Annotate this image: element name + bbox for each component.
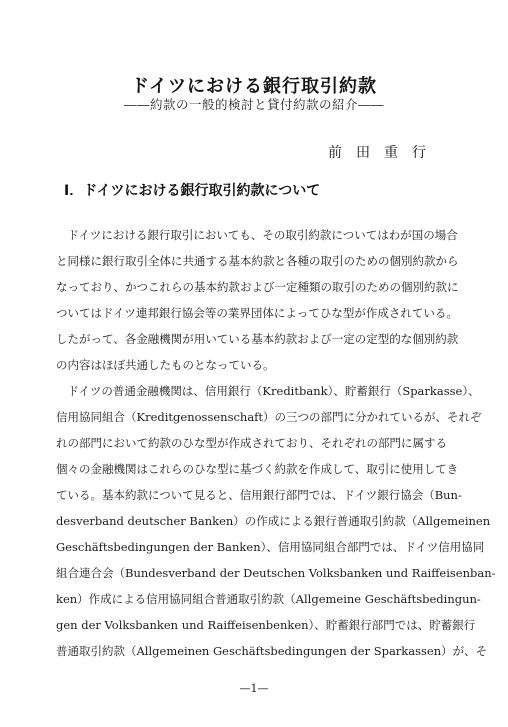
body-line: れの部門において約款のひな型が作成されており、それぞれの部門に属する	[56, 436, 447, 450]
body-line: なっており、かつこれらの基本約款および一定種類の取引のための個別約款に	[56, 280, 459, 294]
body-line: Geschäftsbedingungen der Banken）、信用協同組合部門では、ドイツ信用協同	[56, 540, 485, 554]
body-line: ている。基本約款について見ると、信用銀行部門では、ドイツ銀行協会（Bun-	[56, 488, 462, 502]
document-subtitle: ――約款の一般的検討と貸付約款の紹介――	[123, 97, 384, 112]
body-line: と同様に銀行取引全体に共通する基本約款と各種の取引のための個別約款から	[56, 254, 459, 268]
body-line: ドイツの普通金融機関は、信用銀行（Kreditbank）、貯蓄銀行（Sparkasse）、	[56, 384, 480, 398]
body-line: の内容はほぼ共通したものとなっている。	[56, 358, 275, 372]
body-line: ken）作成による信用協同組合普通取引約款（Allgemeine Geschäftsbedingun-	[56, 592, 481, 606]
section-heading: Ⅰ．ドイツにおける銀行取引約款について	[64, 183, 321, 199]
body-line: 信用協同組合（Kreditgenossenschaft）の三つの部門に分かれているが、それぞ	[56, 410, 482, 424]
page-number: —1—	[239, 682, 269, 695]
body-text	[56, 222, 496, 664]
body-line: gen der Volksbanken und Raiffeisenbenken）、貯蓄銀行部門では、貯蓄銀行	[56, 618, 476, 632]
body-line: ドイツにおける銀行取引においても、その取引約款についてはわが国の場合	[56, 228, 458, 242]
body-line: ついてはドイツ連邦銀行協会等の業界団体によってひな型が作成されている。	[56, 306, 458, 320]
body-line: 個々の金融機関はこれらのひな型に基づく約款を作成して、取引に使用してき	[56, 462, 459, 476]
body-line: したがって、各金融機関が用いている基本約款および一定の定型的な個別約款	[56, 332, 459, 346]
body-line: 普通取引約款（Allgemeinen Geschäftsbedingungen der Sparkassen）が、そ	[56, 644, 488, 658]
author-name: 前田重行	[328, 145, 440, 161]
body-line: 組合連合会（Bundesverband der Deutschen Volksbanken und Raiffeisenban-	[56, 566, 496, 580]
document-title: ドイツにおける銀行取引約款	[130, 76, 378, 97]
body-line: desverband deutscher Banken）の作成による銀行普通取引約款（Allgemeinen	[56, 514, 491, 528]
